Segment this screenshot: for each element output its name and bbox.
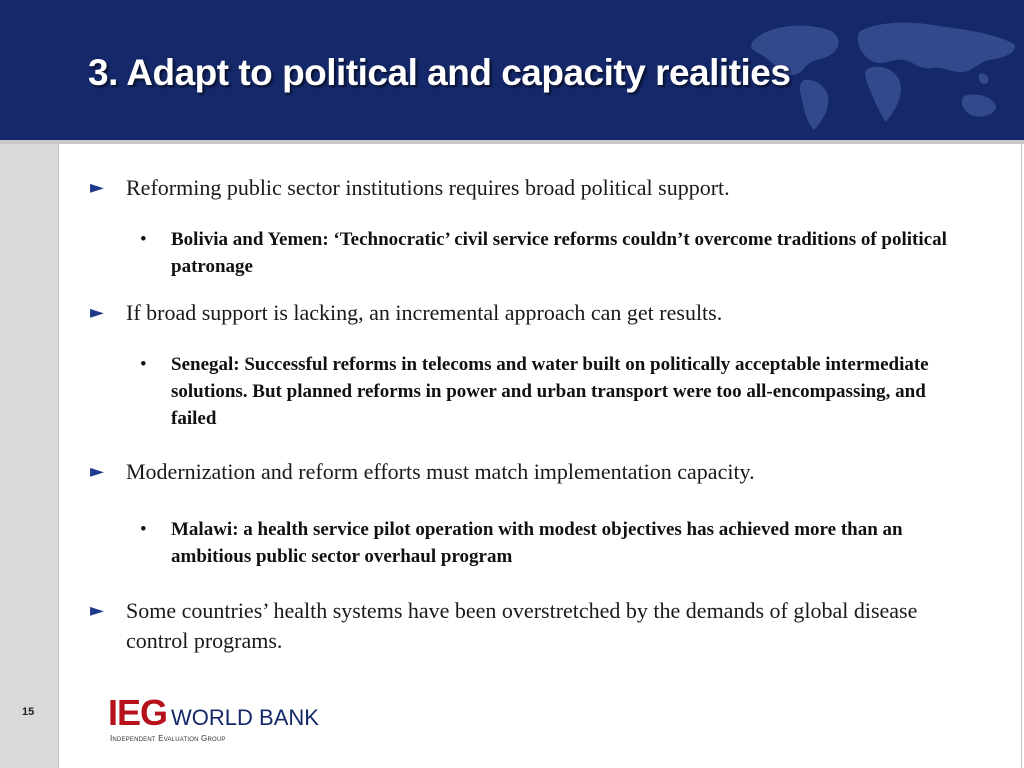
- slide-header: [0, 0, 1024, 140]
- ieg-world-bank-logo: [108, 692, 319, 743]
- arrow-bullet-icon: ►: [90, 600, 104, 621]
- right-border: [1021, 144, 1022, 768]
- sub-bullet-2: [140, 351, 951, 432]
- logo-mark: IEG: [108, 692, 168, 733]
- bullet-text: Some countries’ health systems have been overstretched by the demands of global disease control programs.: [126, 598, 918, 653]
- sub-bullet-3: [140, 516, 951, 570]
- page-number: 15: [22, 706, 35, 718]
- bullet-3: [90, 457, 946, 487]
- sub-bullet-text: Malawi: a health service pilot operation with modest objectives has achieved more than an ambitious public sector overhaul program: [171, 519, 903, 567]
- bullet-2: [90, 298, 946, 328]
- slide-title: 3. Adapt to political and capacity realities: [88, 52, 791, 93]
- bullet-text: Modernization and reform efforts must match implementation capacity.: [126, 459, 755, 484]
- bullet-4: [90, 596, 946, 656]
- dot-bullet-icon: •: [140, 519, 147, 540]
- sub-bullet-text: Senegal: Successful reforms in telecoms and water built on politically acceptable intermediate solutions. But planned reforms in power and urban transport were too all-encompassing, and failed: [171, 354, 929, 429]
- arrow-bullet-icon: ►: [90, 177, 104, 198]
- sub-bullet-text: Bolivia and Yemen: ‘Technocratic’ civil service reforms couldn’t overcome traditions of political patronage: [171, 229, 947, 277]
- bullet-text: Reforming public sector institutions requires broad political support.: [126, 175, 730, 200]
- logo-subtitle: Independent Evaluation Group: [110, 734, 226, 743]
- arrow-bullet-icon: ►: [90, 302, 104, 323]
- bullet-text: If broad support is lacking, an incremental approach can get results.: [126, 300, 723, 325]
- dot-bullet-icon: •: [140, 354, 147, 375]
- bullet-1: [90, 173, 946, 203]
- dot-bullet-icon: •: [140, 229, 147, 250]
- logo-name: WORLD BANK: [171, 705, 319, 730]
- left-margin-strip: [0, 144, 58, 768]
- arrow-bullet-icon: ►: [90, 461, 104, 482]
- sub-bullet-1: [140, 226, 951, 280]
